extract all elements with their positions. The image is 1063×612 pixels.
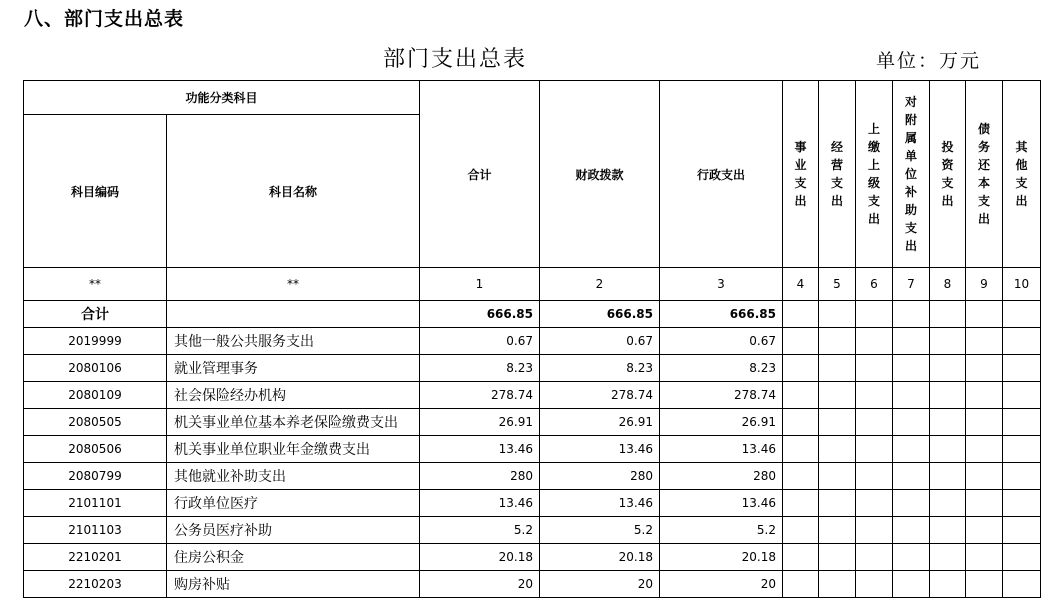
subject-code: 2101103 [24,517,167,544]
administrative-value: 8.23 [660,355,783,382]
index-cell: 2 [540,268,660,301]
index-cell: 9 [966,268,1003,301]
index-cell: 6 [856,268,893,301]
administrative-value: 13.46 [660,490,783,517]
index-cell: 8 [930,268,966,301]
fiscal-value: 26.91 [540,409,660,436]
empty-cell [893,328,930,355]
header-public-institution-expense: 事业支出 [783,81,819,268]
empty-cell [930,355,966,382]
empty-cell [893,382,930,409]
empty-cell [819,355,856,382]
total-value: 280 [420,463,540,490]
header-investment-expense: 投资支出 [930,81,966,268]
total-value: 666.85 [420,301,540,328]
empty-cell [930,328,966,355]
empty-cell [819,490,856,517]
index-cell: ** [167,268,420,301]
empty-cell [1003,382,1041,409]
index-cell: ** [24,268,167,301]
subject-code: 2101101 [24,490,167,517]
empty-cell [856,301,893,328]
header-subject-name: 科目名称 [167,115,420,268]
subject-code: 2080109 [24,382,167,409]
empty-cell [966,409,1003,436]
empty-cell [1003,490,1041,517]
empty-cell [930,382,966,409]
empty-cell [819,382,856,409]
subject-name: 机关事业单位职业年金缴费支出 [167,436,420,463]
table-row [24,436,1041,463]
empty-cell [966,328,1003,355]
empty-cell [856,355,893,382]
subject-code: 2080506 [24,436,167,463]
administrative-value: 278.74 [660,382,783,409]
fiscal-value: 13.46 [540,490,660,517]
table-row [24,571,1041,598]
empty-cell [856,463,893,490]
total-value: 13.46 [420,490,540,517]
empty-cell [1003,436,1041,463]
total-value: 666.85 [660,301,783,328]
empty-cell [1003,463,1041,490]
administrative-value: 26.91 [660,409,783,436]
header-function-category: 功能分类科目 [24,81,420,115]
total-value: 666.85 [540,301,660,328]
empty-cell [783,463,819,490]
empty-cell [966,436,1003,463]
empty-cell [1003,355,1041,382]
table-row [24,382,1041,409]
subject-name: 其他就业补助支出 [167,463,420,490]
subject-name: 行政单位医疗 [167,490,420,517]
empty-cell [893,355,930,382]
empty-cell [1003,571,1041,598]
empty-cell [893,517,930,544]
subject-code: 2080799 [24,463,167,490]
subject-name: 社会保险经办机构 [167,382,420,409]
empty-cell [1003,517,1041,544]
empty-cell [930,490,966,517]
fiscal-value: 13.46 [540,436,660,463]
fiscal-value: 20 [540,571,660,598]
empty-cell [819,436,856,463]
empty-cell [819,301,856,328]
empty-cell [783,328,819,355]
subject-name: 其他一般公共服务支出 [167,328,420,355]
header-fiscal-appropriation: 财政拨款 [540,81,660,268]
empty-cell [783,517,819,544]
index-cell: 5 [819,268,856,301]
unit-label: 单位：万元 [876,50,982,72]
subject-code: 2210201 [24,544,167,571]
section-heading: 八、部门支出总表 [24,8,185,30]
total-value: 20.18 [420,544,540,571]
administrative-value: 0.67 [660,328,783,355]
index-cell: 7 [893,268,930,301]
total-label: 合计 [24,301,167,328]
empty-cell [966,571,1003,598]
empty-cell [856,409,893,436]
table-row [24,544,1041,571]
administrative-value: 20.18 [660,544,783,571]
empty-cell [819,463,856,490]
empty-cell [893,409,930,436]
empty-cell [783,490,819,517]
subject-name: 就业管理事务 [167,355,420,382]
header-operating-expense: 经营支出 [819,81,856,268]
subject-name: 公务员医疗补助 [167,517,420,544]
empty-cell [893,544,930,571]
empty-cell [819,571,856,598]
header-debt-repayment-expense: 债务还本支出 [966,81,1003,268]
empty-cell [966,490,1003,517]
empty-cell [819,328,856,355]
empty-cell [1003,328,1041,355]
subject-code: 2080106 [24,355,167,382]
empty-cell [1003,301,1041,328]
empty-cell [893,463,930,490]
table-row [24,328,1041,355]
empty-cell [930,301,966,328]
administrative-value: 13.46 [660,436,783,463]
fiscal-value: 5.2 [540,517,660,544]
empty-cell [783,409,819,436]
empty-cell [1003,409,1041,436]
index-cell: 1 [420,268,540,301]
empty-cell [783,571,819,598]
expense-summary-table [23,80,1041,598]
empty-cell [783,301,819,328]
empty-cell [930,544,966,571]
header-subject-code: 科目编码 [24,115,167,268]
empty-cell [966,355,1003,382]
empty-cell [966,301,1003,328]
total-value: 20 [420,571,540,598]
total-value: 13.46 [420,436,540,463]
subject-name: 机关事业单位基本养老保险缴费支出 [167,409,420,436]
empty-cell [930,463,966,490]
index-cell: 10 [1003,268,1041,301]
total-value: 5.2 [420,517,540,544]
empty-cell [893,490,930,517]
empty-cell [856,517,893,544]
fiscal-value: 280 [540,463,660,490]
empty-cell [856,571,893,598]
empty-cell [783,355,819,382]
subject-code: 2210203 [24,571,167,598]
index-cell: 3 [660,268,783,301]
fiscal-value: 278.74 [540,382,660,409]
empty-cell [966,382,1003,409]
empty-cell [966,517,1003,544]
header-other-expense: 其他支出 [1003,81,1041,268]
administrative-value: 20 [660,571,783,598]
empty-cell [783,436,819,463]
header-subsidiary-subsidy-expense: 对附属单位补助支出 [893,81,930,268]
table-row [24,355,1041,382]
total-value: 278.74 [420,382,540,409]
header-remit-superior-expense: 上缴上级支出 [856,81,893,268]
empty-cell [819,517,856,544]
total-value: 26.91 [420,409,540,436]
fiscal-value: 8.23 [540,355,660,382]
table-title: 部门支出总表 [382,47,527,72]
table-row [24,490,1041,517]
empty-cell [930,517,966,544]
empty-cell [893,436,930,463]
subject-name: 购房补贴 [167,571,420,598]
empty-cell [1003,544,1041,571]
table-row [24,463,1041,490]
empty-cell [856,490,893,517]
empty-cell [856,382,893,409]
administrative-value: 5.2 [660,517,783,544]
subject-code: 2019999 [24,328,167,355]
empty-cell [930,436,966,463]
empty-cell [930,571,966,598]
empty-cell [893,571,930,598]
empty-cell [783,544,819,571]
subject-name: 住房公积金 [167,544,420,571]
total-value: 0.67 [420,328,540,355]
empty-cell [893,301,930,328]
administrative-value: 280 [660,463,783,490]
empty-cell [856,436,893,463]
total-name-cell [167,301,420,328]
empty-cell [966,463,1003,490]
empty-cell [819,544,856,571]
fiscal-value: 20.18 [540,544,660,571]
empty-cell [856,328,893,355]
empty-cell [930,409,966,436]
empty-cell [783,382,819,409]
total-value: 8.23 [420,355,540,382]
header-total: 合计 [420,81,540,268]
empty-cell [966,544,1003,571]
index-cell: 4 [783,268,819,301]
table-row [24,409,1041,436]
subject-code: 2080505 [24,409,167,436]
header-administrative-expense: 行政支出 [660,81,783,268]
empty-cell [819,409,856,436]
fiscal-value: 0.67 [540,328,660,355]
table-row [24,517,1041,544]
empty-cell [856,544,893,571]
